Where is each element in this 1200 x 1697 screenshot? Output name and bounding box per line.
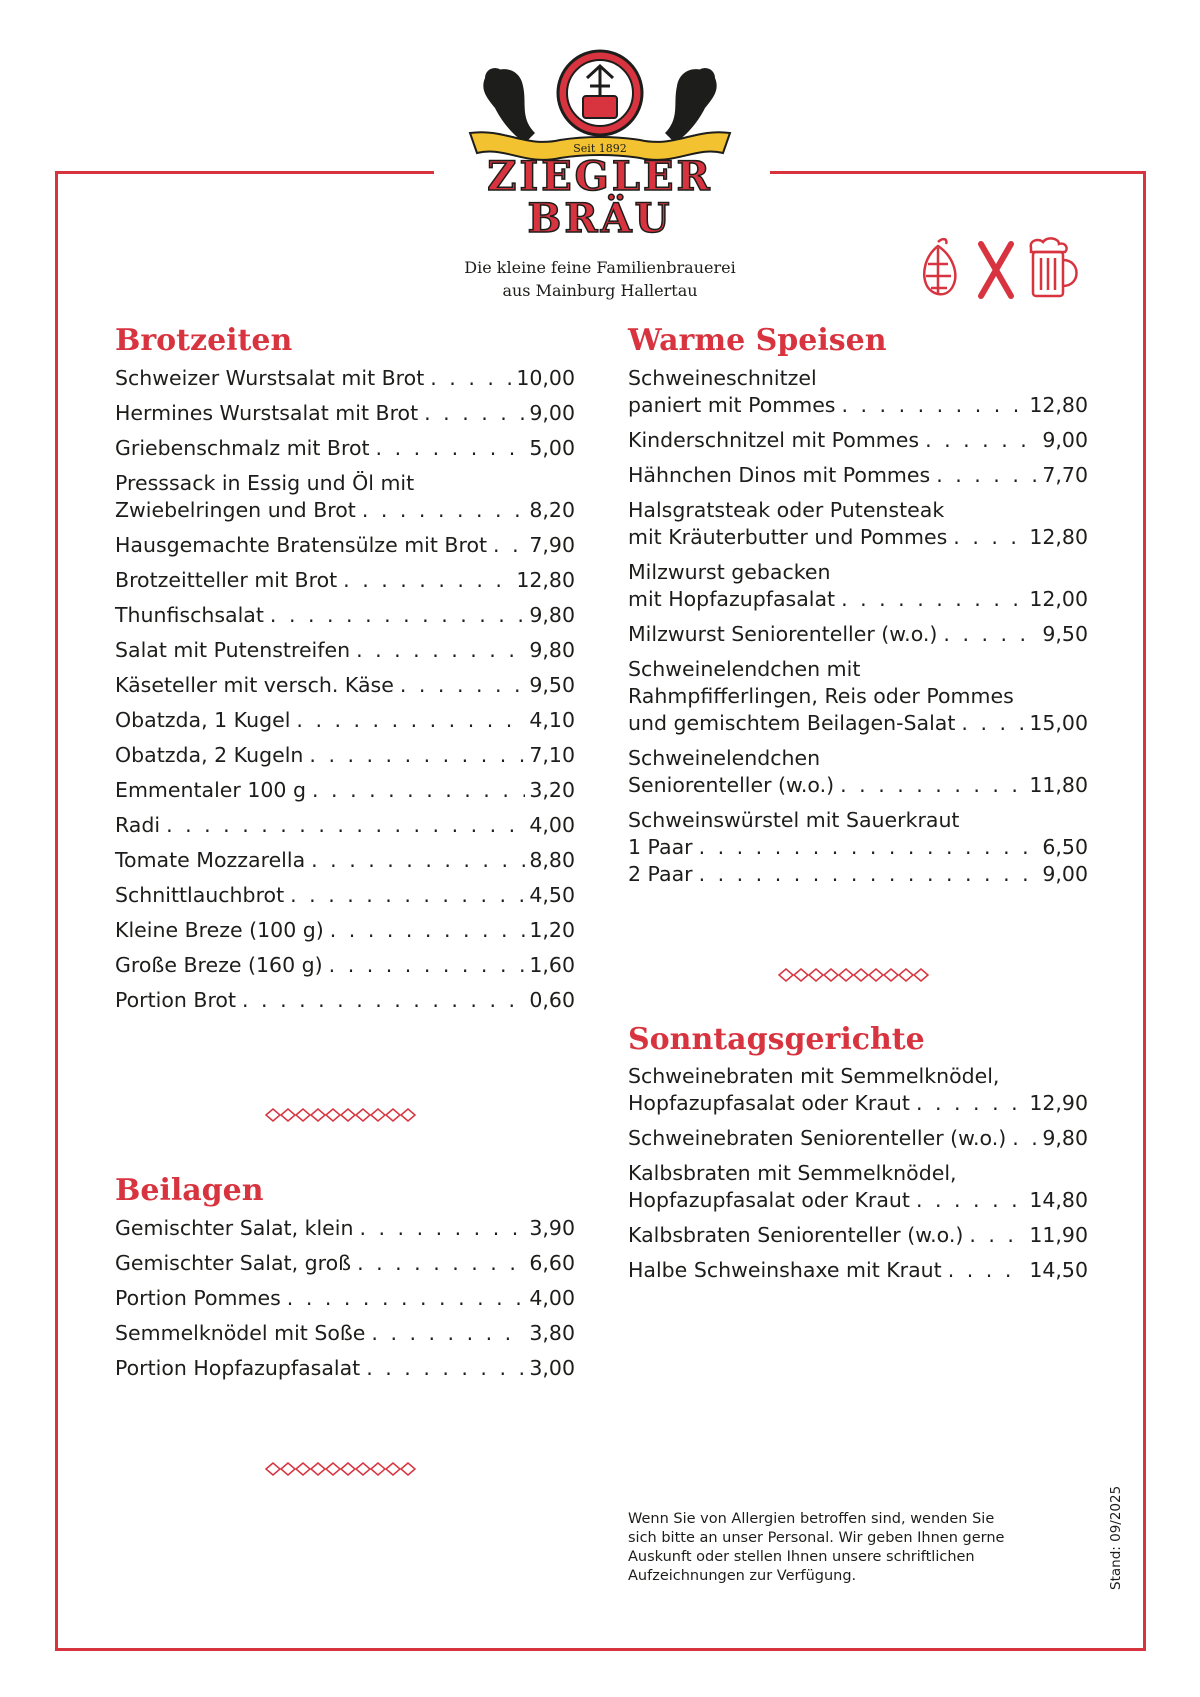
menu-item [115, 847, 575, 874]
item-row [628, 1222, 1088, 1249]
item-price: 9,50 [1042, 622, 1088, 646]
menu-item [115, 952, 575, 979]
diamond-mark [899, 969, 913, 981]
item-description-line: Rahmpfifferlingen, Reis oder Pommes [628, 684, 1014, 708]
dot-leader [366, 1355, 525, 1382]
item-name: Salat mit Putenstreifen [115, 638, 351, 662]
beer-mug-icon [1031, 238, 1077, 296]
hop-icon [924, 239, 955, 294]
diamond-mark [386, 1109, 400, 1121]
fork-knife-icon [981, 244, 1011, 296]
item-row [628, 427, 1088, 454]
item-price: 3,90 [529, 1216, 575, 1240]
diamond-mark [266, 1463, 280, 1475]
dot-leader [329, 952, 526, 979]
item-description-line: Schweinelendchen mit [628, 657, 861, 681]
item-row [115, 952, 575, 979]
item-row [115, 777, 575, 804]
item-price: 7,10 [529, 743, 575, 767]
item-price: 0,60 [529, 988, 575, 1012]
dot-leader [699, 834, 1039, 861]
brand-name-line2: BRÄU [527, 195, 673, 242]
item-name: mit Hopfazupfasalat [628, 587, 836, 611]
menu-item [115, 602, 575, 629]
diamond-mark [401, 1109, 415, 1121]
item-row [628, 586, 1088, 613]
sonntagsgerichte-list [628, 1063, 1088, 1292]
dot-leader [936, 462, 1038, 489]
item-price: 3,80 [529, 1321, 575, 1345]
dot-leader [961, 710, 1025, 737]
brand-tagline [420, 256, 780, 302]
dot-leader [948, 1257, 1026, 1284]
dot-leader [841, 586, 1025, 613]
item-price: 6,60 [529, 1251, 575, 1275]
item-price: 3,00 [529, 1356, 575, 1380]
item-row [115, 672, 575, 699]
item-name: Radi [115, 813, 161, 837]
menu-item [115, 742, 575, 769]
diamond-mark [326, 1109, 340, 1121]
menu-item [628, 1160, 1088, 1214]
menu-item [628, 745, 1088, 799]
item-price: 9,00 [1042, 862, 1088, 886]
menu-item [628, 807, 1088, 888]
dot-leader [309, 742, 525, 769]
item-description-line: Milzwurst gebacken [628, 560, 831, 584]
menu-item [115, 882, 575, 909]
menu-item [628, 427, 1088, 454]
diamond-mark [884, 969, 898, 981]
item-name: Schweizer Wurstsalat mit Brot [115, 366, 425, 390]
item-price: 15,00 [1029, 711, 1088, 735]
menu-item [115, 400, 575, 427]
menu-item [115, 1215, 575, 1242]
item-price: 12,80 [1029, 525, 1088, 549]
dot-leader [430, 365, 512, 392]
item-price: 9,00 [529, 401, 575, 425]
dot-leader [424, 400, 525, 427]
item-row [628, 462, 1088, 489]
item-name: Käseteller mit versch. Käse [115, 673, 394, 697]
menu-item [115, 777, 575, 804]
item-price: 4,10 [529, 708, 575, 732]
menu-item [115, 1250, 575, 1277]
item-row [115, 435, 575, 462]
diamond-mark [311, 1109, 325, 1121]
diamond-mark [341, 1109, 355, 1121]
dot-leader [362, 497, 526, 524]
item-price: 12,80 [516, 568, 575, 592]
menu-item [628, 621, 1088, 648]
item-description-line: Schweinelendchen [628, 746, 821, 770]
item-name: Portion Pommes [115, 1286, 281, 1310]
diamond-mark [869, 969, 883, 981]
item-name: Halbe Schweinshaxe mit Kraut [628, 1258, 942, 1282]
item-name: Obatzda, 1 Kugel [115, 708, 291, 732]
item-price: 3,20 [529, 778, 575, 802]
item-row [115, 567, 575, 594]
item-price: 12,00 [1029, 587, 1088, 611]
item-row [115, 497, 575, 524]
menu-item [628, 1125, 1088, 1152]
dot-leader [296, 707, 525, 734]
dot-leader [357, 1250, 525, 1277]
item-price: 14,80 [1029, 1188, 1088, 1212]
dot-leader [841, 392, 1025, 419]
item-row [115, 742, 575, 769]
item-description-line: Schweinebraten mit Semmelknödel, [628, 1064, 1000, 1088]
item-price: 1,20 [529, 918, 575, 942]
diamond-mark [281, 1463, 295, 1475]
item-row [115, 1355, 575, 1382]
section-title-beilagen: Beilagen [115, 1173, 264, 1208]
menu-item [115, 1355, 575, 1382]
item-row [115, 847, 575, 874]
item-name: Griebenschmalz mit Brot [115, 436, 370, 460]
item-row [115, 365, 575, 392]
item-price: 9,80 [1042, 1126, 1088, 1150]
item-price: 8,80 [529, 848, 575, 872]
item-description-line: Schweinswürstel mit Sauerkraut [628, 808, 960, 832]
item-price: 5,00 [529, 436, 575, 460]
diamond-mark [356, 1463, 370, 1475]
diamond-mark [401, 1463, 415, 1475]
item-description-line: Halsgratsteak oder Putensteak [628, 498, 945, 522]
item-name: Semmelknödel mit Soße [115, 1321, 366, 1345]
tagline-line2: aus Mainburg Hallertau [502, 281, 698, 300]
item-name: mit Kräuterbutter und Pommes [628, 525, 948, 549]
item-row [115, 1250, 575, 1277]
dot-leader [925, 427, 1038, 454]
menu-item [628, 1222, 1088, 1249]
item-row [628, 524, 1088, 551]
item-price: 10,00 [516, 366, 575, 390]
item-name: Portion Hopfazupfasalat [115, 1356, 361, 1380]
item-price: 6,50 [1042, 835, 1088, 859]
item-price: 8,20 [529, 498, 575, 522]
menu-item [115, 365, 575, 392]
dot-leader [840, 772, 1025, 799]
diamond-mark [839, 969, 853, 981]
diamond-mark [794, 969, 808, 981]
menu-item [115, 672, 575, 699]
item-price: 11,90 [1029, 1223, 1088, 1247]
item-name: Zwiebelringen und Brot [115, 498, 356, 522]
dot-leader [916, 1187, 1025, 1214]
menu-item [115, 987, 575, 1014]
dot-leader [953, 524, 1025, 551]
dot-leader [330, 917, 526, 944]
item-row [628, 710, 1088, 737]
menu-item [628, 1257, 1088, 1284]
item-name: Hopfazupfasalat oder Kraut [628, 1188, 910, 1212]
item-name: paniert mit Pommes [628, 393, 836, 417]
diamond-mark [386, 1463, 400, 1475]
menu-item [115, 917, 575, 944]
item-name: 2 Paar [628, 862, 693, 886]
item-name: Große Breze (160 g) [115, 953, 323, 977]
dot-leader [287, 1285, 526, 1312]
item-name: Hähnchen Dinos mit Pommes [628, 463, 931, 487]
diamond-mark [809, 969, 823, 981]
dot-leader [376, 435, 526, 462]
item-row [115, 987, 575, 1014]
item-price: 9,80 [529, 638, 575, 662]
diamond-mark [356, 1109, 370, 1121]
since-text: Seit 1892 [573, 142, 627, 155]
diamond-mark [371, 1463, 385, 1475]
diamond-mark [266, 1109, 280, 1121]
item-name: Seniorenteller (w.o.) [628, 773, 835, 797]
diamond-mark [311, 1463, 325, 1475]
menu-item [628, 656, 1088, 737]
ziegler-braeu-logo [465, 48, 735, 248]
item-name: Milzwurst Seniorenteller (w.o.) [628, 622, 938, 646]
dot-leader [943, 621, 1038, 648]
item-row [115, 812, 575, 839]
item-name: Kinderschnitzel mit Pommes [628, 428, 920, 452]
section-title-sonntagsgerichte: Sonntagsgerichte [628, 1022, 925, 1057]
item-description-line: Schweineschnitzel [628, 366, 817, 390]
menu-item [115, 812, 575, 839]
menu-item [115, 470, 575, 524]
item-price: 14,50 [1029, 1258, 1088, 1282]
item-price: 12,80 [1029, 393, 1088, 417]
menu-item [115, 1285, 575, 1312]
dot-leader [343, 567, 512, 594]
item-row [628, 1090, 1088, 1117]
item-row [628, 1257, 1088, 1284]
menu-item [115, 567, 575, 594]
diamond-mark [824, 969, 838, 981]
item-row [628, 1187, 1088, 1214]
item-name: Kalbsbraten Seniorenteller (w.o.) [628, 1223, 964, 1247]
menu-item [115, 637, 575, 664]
diamond-mark [914, 969, 928, 981]
item-row [628, 772, 1088, 799]
menu-item [628, 365, 1088, 419]
brotzeiten-list [115, 365, 575, 1022]
diamond-mark [296, 1463, 310, 1475]
item-price: 7,70 [1042, 463, 1088, 487]
item-row [115, 602, 575, 629]
dot-leader [400, 672, 526, 699]
item-name: Portion Brot [115, 988, 237, 1012]
item-price: 4,00 [529, 813, 575, 837]
item-row [115, 400, 575, 427]
item-name: 1 Paar [628, 835, 693, 859]
dot-leader [916, 1090, 1025, 1117]
item-name: Emmentaler 100 g [115, 778, 307, 802]
item-price: 9,00 [1042, 428, 1088, 452]
item-row [628, 834, 1088, 861]
section-title-warme-speisen: Warme Speisen [628, 323, 887, 358]
dot-leader [270, 602, 525, 629]
beilagen-list [115, 1215, 575, 1390]
diamond-mark [341, 1463, 355, 1475]
item-price: 9,80 [529, 603, 575, 627]
item-price: 4,00 [529, 1286, 575, 1310]
item-row [115, 917, 575, 944]
item-name: Kleine Breze (100 g) [115, 918, 324, 942]
item-name: Brotzeitteller mit Brot [115, 568, 338, 592]
diamond-mark [854, 969, 868, 981]
dot-leader [312, 777, 525, 804]
item-row [628, 392, 1088, 419]
divider-ornament [778, 967, 938, 983]
divider-ornament [265, 1107, 425, 1123]
frame-top-left-line [55, 171, 434, 174]
frame-top-right-line [770, 171, 1146, 174]
item-price: 11,80 [1029, 773, 1088, 797]
item-row [115, 1285, 575, 1312]
menu-icons [913, 234, 1088, 304]
item-row [115, 637, 575, 664]
item-price: 12,90 [1029, 1091, 1088, 1115]
menu-item [628, 1063, 1088, 1117]
dot-leader [359, 1215, 525, 1242]
item-row [115, 532, 575, 559]
dot-leader [311, 847, 525, 874]
item-name: Gemischter Salat, klein [115, 1216, 354, 1240]
item-price: 7,90 [529, 533, 575, 557]
diamond-mark [326, 1463, 340, 1475]
item-price: 4,50 [529, 883, 575, 907]
dot-leader [969, 1222, 1025, 1249]
menu-item [115, 532, 575, 559]
menu-item [628, 497, 1088, 551]
dot-leader [493, 532, 525, 559]
diamond-mark [281, 1109, 295, 1121]
item-name: und gemischtem Beilagen-Salat [628, 711, 956, 735]
item-row [115, 1215, 575, 1242]
item-name: Thunfischsalat [115, 603, 264, 627]
item-price: 9,50 [529, 673, 575, 697]
menu-item [115, 435, 575, 462]
item-row [115, 882, 575, 909]
menu-item [115, 707, 575, 734]
dot-leader [371, 1320, 525, 1347]
dot-leader [166, 812, 525, 839]
item-row [628, 1125, 1088, 1152]
item-name: Hopfazupfasalat oder Kraut [628, 1091, 910, 1115]
tagline-line1: Die kleine feine Familienbrauerei [464, 258, 736, 277]
section-title-brotzeiten: Brotzeiten [115, 323, 293, 358]
item-row [628, 621, 1088, 648]
item-description-line: Presssack in Essig und Öl mit [115, 471, 415, 495]
item-name: Gemischter Salat, groß [115, 1251, 352, 1275]
stand-date: Stand: 09/2025 [1108, 1485, 1124, 1590]
diamond-mark [296, 1109, 310, 1121]
item-name: Schnittlauchbrot [115, 883, 285, 907]
dot-leader [242, 987, 525, 1014]
diamond-mark [779, 969, 793, 981]
menu-item [628, 462, 1088, 489]
allergy-note: Wenn Sie von Allergien betroffen sind, wenden Sie sich bitte an unser Personal. Wir geben Ihnen gerne Auskunft oder stellen Ihnen unsere schriftlichen Aufzeichnungen zur Verfügung. [628, 1511, 1005, 1584]
dot-leader [290, 882, 525, 909]
item-name: Tomate Mozzarella [115, 848, 306, 872]
item-description-line: Kalbsbraten mit Semmelknödel, [628, 1161, 957, 1185]
item-row [628, 861, 1088, 888]
diamond-mark [371, 1109, 385, 1121]
item-row [115, 707, 575, 734]
item-name: Hausgemachte Bratensülze mit Brot [115, 533, 488, 557]
item-price: 1,60 [529, 953, 575, 977]
menu-item [628, 559, 1088, 613]
dot-leader [699, 861, 1039, 888]
dot-leader [356, 637, 525, 664]
menu-item [115, 1320, 575, 1347]
divider-ornament [265, 1461, 425, 1477]
dot-leader [1012, 1125, 1038, 1152]
item-name: Schweinebraten Seniorenteller (w.o.) [628, 1126, 1007, 1150]
warme-speisen-list [628, 365, 1088, 896]
item-row [115, 1320, 575, 1347]
item-name: Hermines Wurstsalat mit Brot [115, 401, 419, 425]
brand-name-line1: ZIEGLER [487, 153, 713, 200]
item-name: Obatzda, 2 Kugeln [115, 743, 304, 767]
